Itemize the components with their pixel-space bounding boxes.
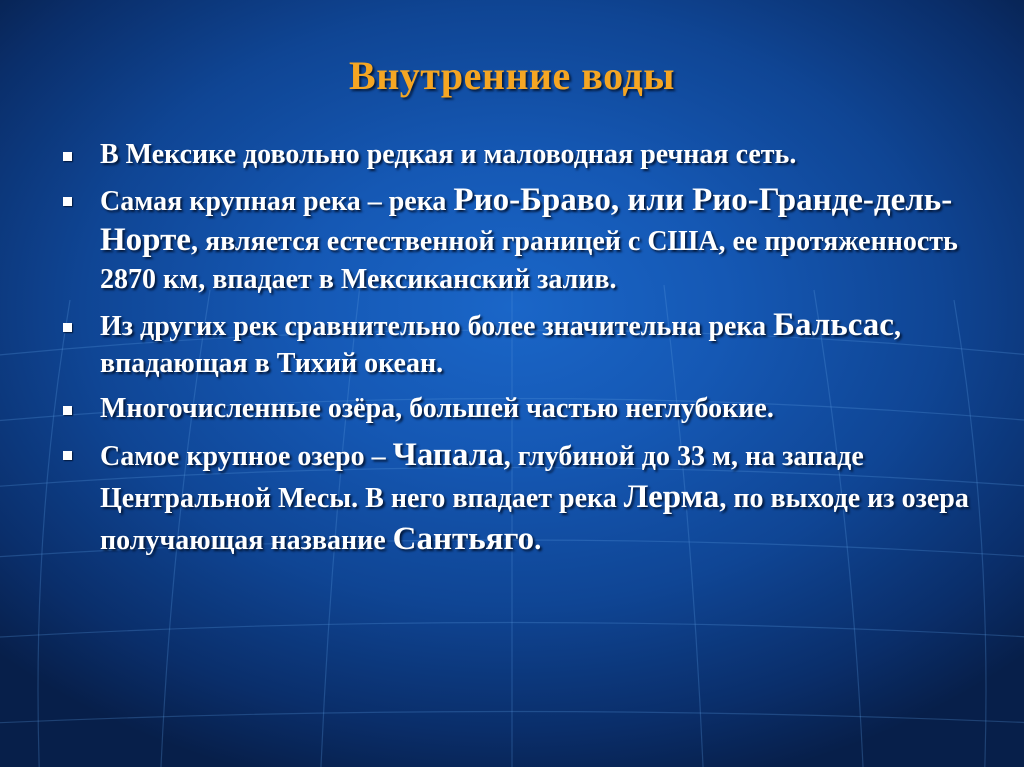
bullet-text: Самая крупная река – река [100,186,454,217]
river-name-lerma: Лерма [623,479,720,515]
bullet-text: , является естественной границей с США, ее протяженность 2870 км, впадает в Мексиканский залив. [100,226,958,295]
slide-title: Внутренние воды [349,53,675,98]
square-bullet-icon [63,197,72,206]
river-name-rio-bravo: Рио-Браво, или Рио-Гранде-дель-Норте [100,182,953,258]
square-bullet-icon [63,451,72,460]
bullet-item [58,136,978,173]
bullet-item [58,435,978,561]
bullet-text: Из других рек сравнительно более значительна река [100,311,774,342]
square-bullet-icon [63,323,72,332]
bullet-text: Многочисленные озёра, большей частью неглубокие. [100,393,774,424]
bullet-text: , по выходе из озера получающая название [100,483,969,556]
river-name-balsas: Бальсас [773,307,894,343]
square-bullet-icon [63,406,72,415]
bullet-text: Самое крупное озеро – [100,441,393,472]
bullet-text: , глубиной до 33 м, на западе Центральной Месы. В него впадает река [100,441,864,514]
bullet-list [58,136,978,569]
bullet-item [58,181,978,299]
bullet-item [58,390,978,427]
square-bullet-icon [63,152,72,161]
bullet-text: В Мексике довольно редкая и маловодная речная сеть. [100,139,797,170]
lake-name-chapala: Чапала [392,437,504,473]
bullet-text: . [534,525,542,556]
bullet-item [58,307,978,382]
bullet-text: , впадающая в Тихий океан. [100,311,901,379]
river-name-santiago: Сантьяго [392,521,535,557]
